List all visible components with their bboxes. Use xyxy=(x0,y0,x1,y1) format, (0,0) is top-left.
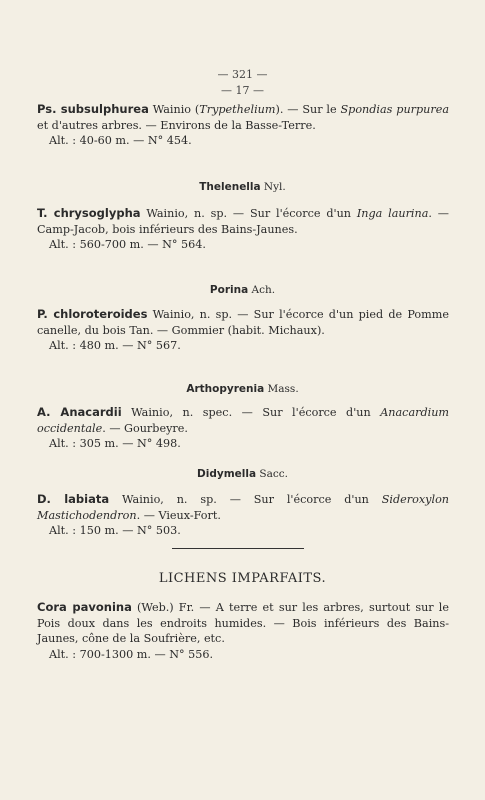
species-author: Wainio, n. spec. — Sur l'écorce d'un xyxy=(121,406,381,419)
species-entry-anacardii xyxy=(37,405,449,452)
altitude-line: Alt. : 305 m. — N° 498. xyxy=(49,437,181,451)
altitude-line: Alt. : 560-700 m. — N° 564. xyxy=(49,238,206,252)
species-author: Wainio, n. sp. — Sur l'écorce d'un xyxy=(109,493,382,506)
text-fragment: . — Gourbeyre. xyxy=(102,421,188,435)
genus-heading-didymella xyxy=(0,468,485,480)
genus-author: Ach. xyxy=(248,284,276,296)
species-author: Wainio, n. sp. — Sur l'écorce d'un xyxy=(140,207,357,220)
altitude-line: Alt. : 480 m. — N° 567. xyxy=(49,339,181,353)
genus-name: Didymella xyxy=(197,468,257,480)
text-fragment: ). — Sur le xyxy=(275,103,341,116)
genus-name: Thelenella xyxy=(199,181,261,193)
section-title: LICHENS IMPARFAITS. xyxy=(158,571,327,586)
species-name: Ps. subsulphurea xyxy=(37,102,149,116)
genus-author: Mass. xyxy=(264,383,299,395)
genus-name: Arthopyrenia xyxy=(186,383,265,395)
genus-italic: Trypethelium xyxy=(199,103,276,116)
species-description xyxy=(37,307,449,338)
host-italic: Spondias purpurea xyxy=(340,103,450,116)
species-description xyxy=(37,206,449,237)
page-number-top: — 321 — xyxy=(217,68,268,81)
section-divider xyxy=(172,548,304,549)
species-entry-chloroteroides xyxy=(37,307,449,354)
species-description xyxy=(37,102,449,133)
altitude-line: Alt. : 150 m. — N° 503. xyxy=(49,524,181,538)
species-entry-subsulphurea xyxy=(37,102,449,149)
text-fragment: . — Camp-Jacob, bois inférieurs des Bains-Jaunes. xyxy=(37,207,449,236)
altitude-line: Alt. : 700-1300 m. — N° 556. xyxy=(49,647,214,661)
species-author: Wainio, n. sp. — Sur l'écorce d'un pied de Pomme canelle, du bois Tan. — Gommier (habit. Michaux). xyxy=(37,308,449,337)
genus-heading-thelenella xyxy=(0,181,485,193)
host-italic: Anacardium occidentale xyxy=(37,406,450,435)
species-description xyxy=(37,492,449,523)
genus-author: Nyl. xyxy=(260,181,286,193)
species-entry-chrysoglypha xyxy=(37,206,449,253)
genus-heading-porina xyxy=(0,284,485,296)
altitude-line: Alt. : 40-60 m. — N° 454. xyxy=(49,134,192,148)
species-author: (Web.) Fr. — A terre et sur les arbres, surtout sur le Pois doux dans les endroits humides. — Bois inférieurs des Bains-Jaunes, cône de la Soufrière, etc. xyxy=(37,601,449,646)
genus-heading-arthopyrenia xyxy=(0,383,485,395)
text-fragment: et d'autres arbres. — Environs de la Basse-Terre. xyxy=(37,118,316,132)
genus-author: Sacc. xyxy=(256,468,288,480)
species-name: Cora pavonina xyxy=(37,600,132,614)
genus-name: Porina xyxy=(209,284,249,296)
page-number-second: — 17 — xyxy=(221,84,264,97)
species-name: D. labiata xyxy=(37,492,110,506)
species-author: Wainio xyxy=(148,103,195,116)
text-fragment: ( xyxy=(194,103,200,116)
host-italic: Inga laurina xyxy=(356,207,429,220)
species-description xyxy=(37,600,449,647)
species-name: T. chrysoglypha xyxy=(37,206,141,220)
species-name: A. Anacardii xyxy=(37,405,122,419)
text-fragment: . — Vieux-Fort. xyxy=(136,508,221,522)
species-entry-cora-pavonina xyxy=(37,600,449,662)
species-name: P. chloroteroides xyxy=(37,307,148,321)
species-description xyxy=(37,405,449,436)
species-entry-labiata xyxy=(37,492,449,539)
host-italic: Sideroxylon Mastichodendron xyxy=(37,493,450,522)
